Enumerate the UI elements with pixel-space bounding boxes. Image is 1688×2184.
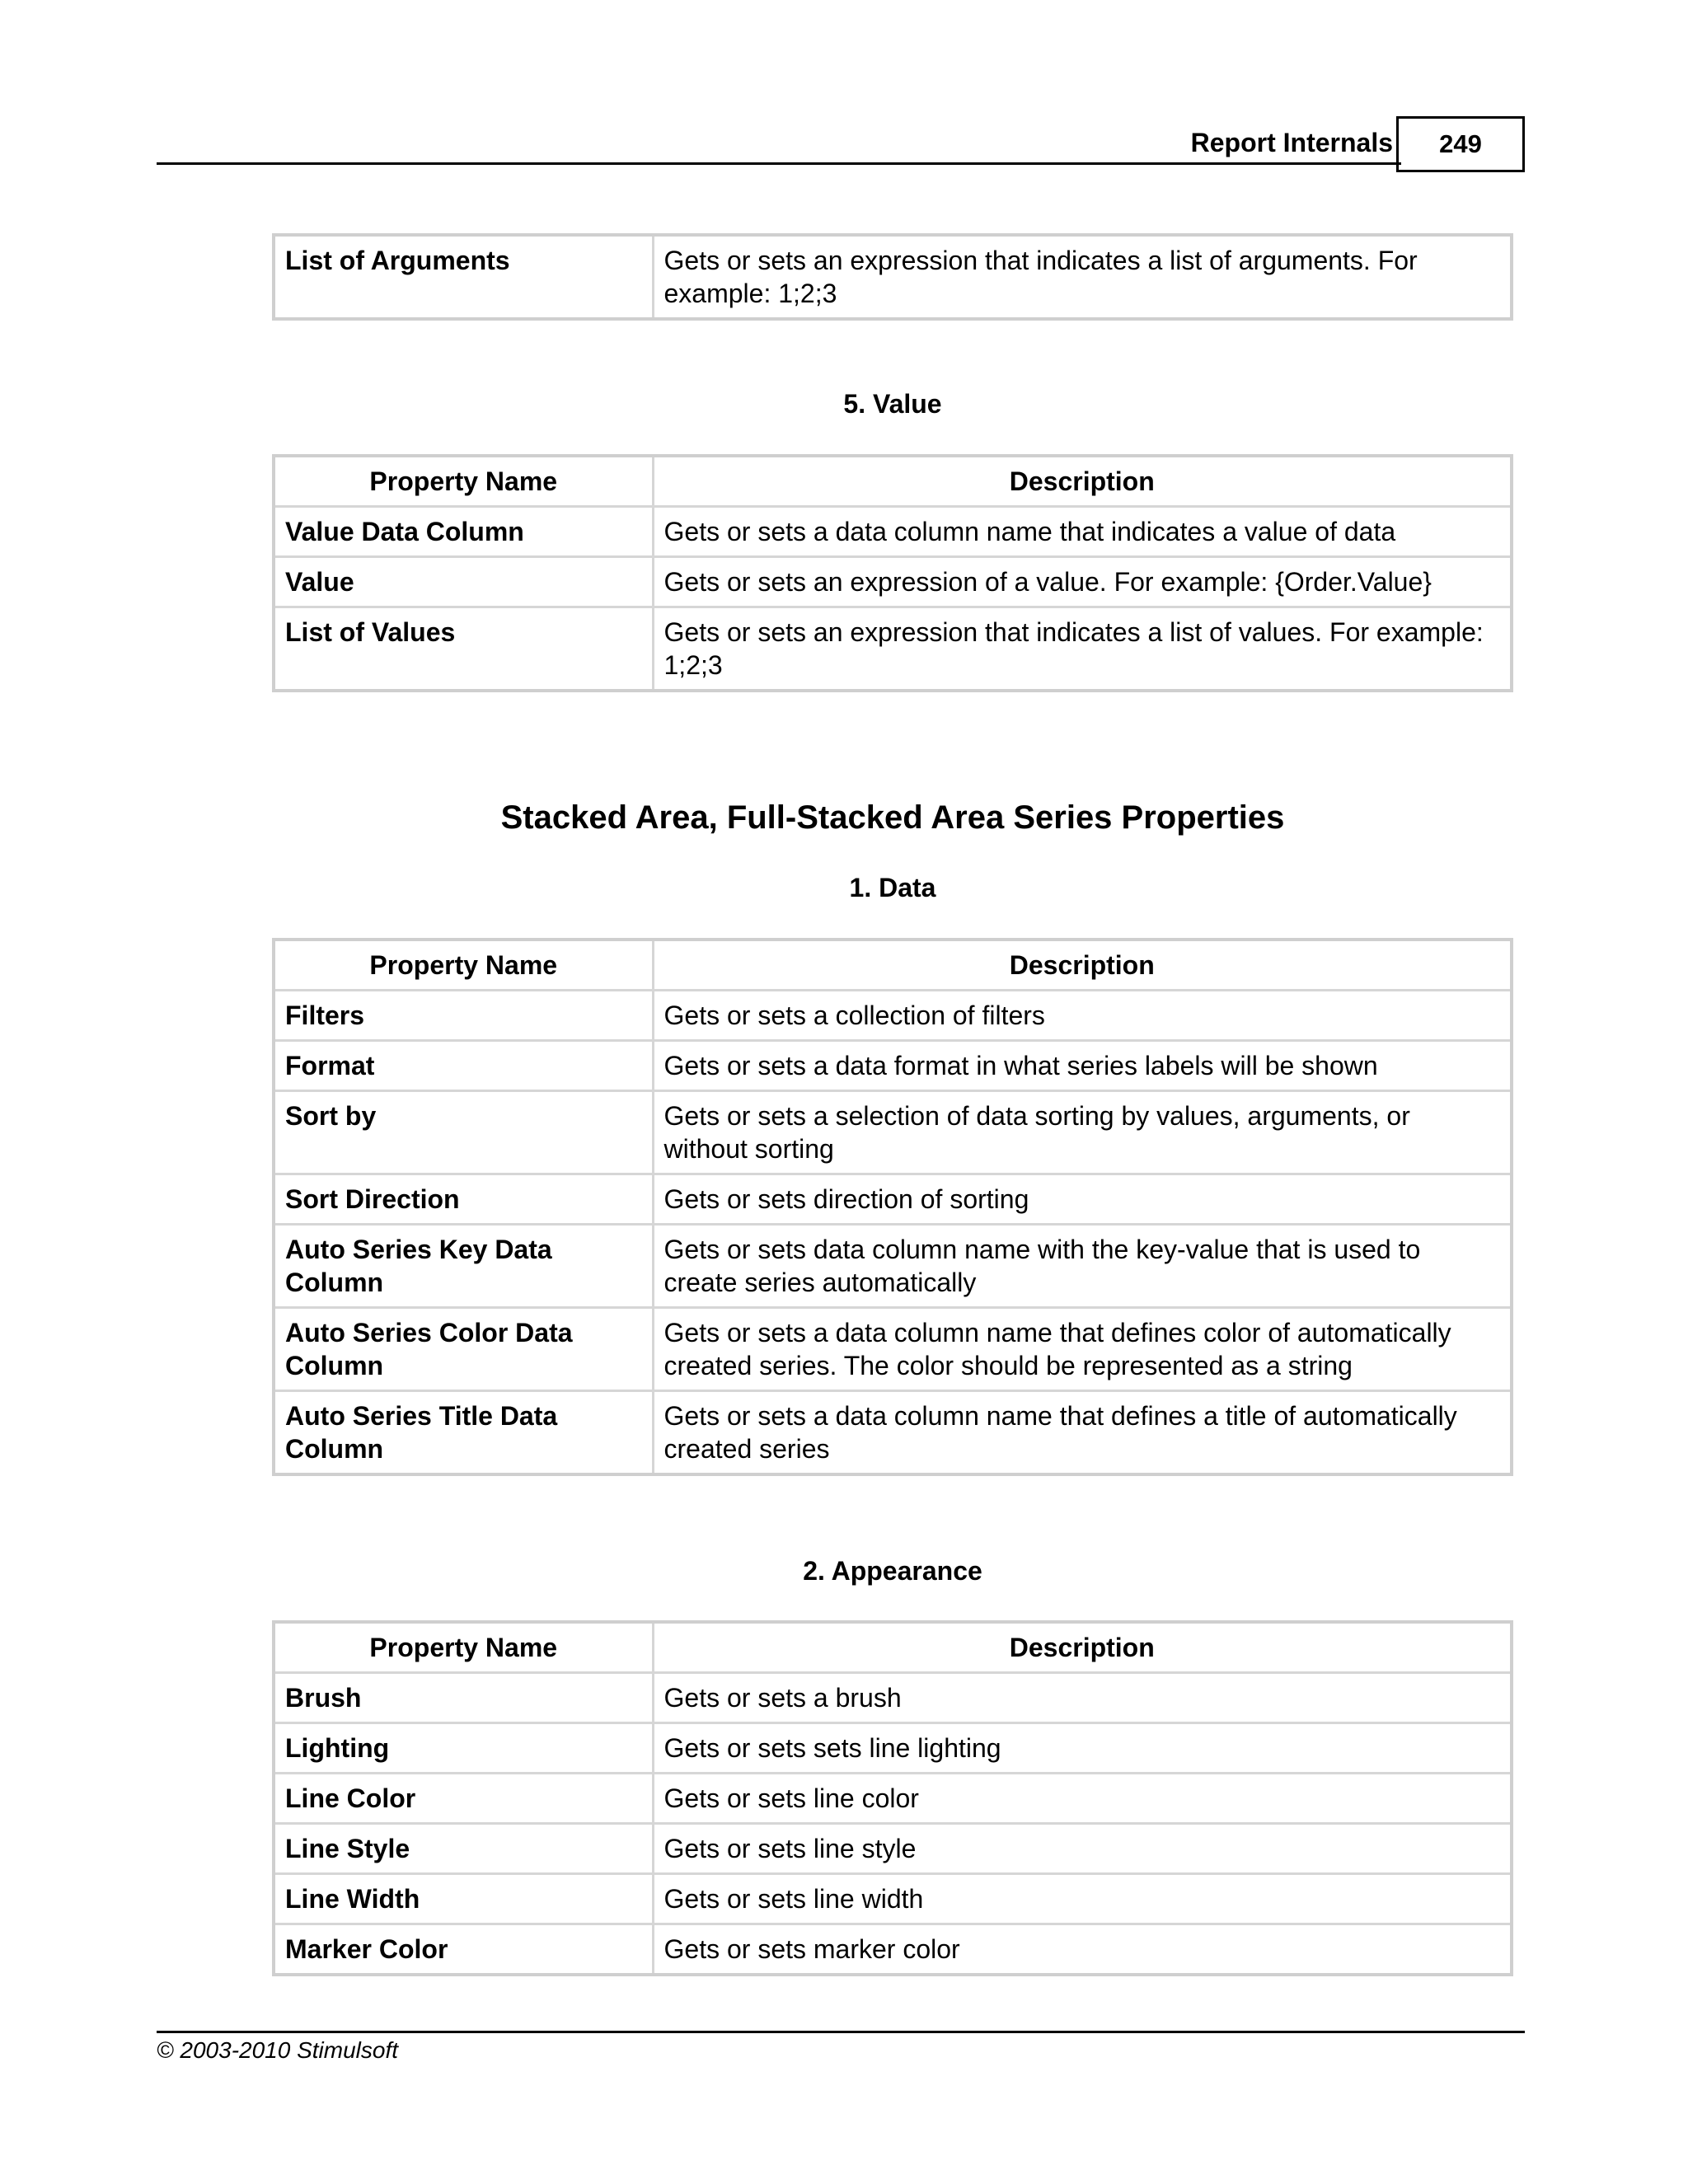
table-row <box>274 1391 1512 1475</box>
property-name: List of Values <box>274 607 653 691</box>
table-row <box>274 991 1512 1041</box>
property-description: Gets or sets an expression that indicates a list of arguments. For example: 1;2;3 <box>653 235 1512 319</box>
table-row <box>274 1225 1512 1308</box>
table-row <box>274 1174 1512 1225</box>
table-row <box>274 1091 1512 1174</box>
table-row <box>274 557 1512 607</box>
column-header-name: Property Name <box>274 1622 653 1673</box>
property-name: Filters <box>274 991 653 1041</box>
column-header-name: Property Name <box>274 456 653 507</box>
property-name: Line Style <box>274 1824 653 1874</box>
section-heading-appearance: 2. Appearance <box>803 1556 982 1586</box>
table-row <box>274 507 1512 557</box>
value-table <box>272 454 1513 692</box>
property-name: Auto Series Color Data Column <box>274 1308 653 1391</box>
footer-rule <box>157 2031 1525 2033</box>
property-description: Gets or sets line color <box>653 1774 1512 1824</box>
section-heading-value: 5. Value <box>843 389 942 419</box>
table-row <box>274 1723 1512 1774</box>
column-header-description: Description <box>653 940 1512 991</box>
property-description: Gets or sets a data column name that indicates a value of data <box>653 507 1512 557</box>
property-description: Gets or sets a collection of filters <box>653 991 1512 1041</box>
property-description: Gets or sets a brush <box>653 1673 1512 1723</box>
property-description: Gets or sets a data column name that defines color of automatically created series. The color should be represented as a string <box>653 1308 1512 1391</box>
property-description: Gets or sets a selection of data sorting by values, arguments, or without sorting <box>653 1091 1512 1174</box>
property-description: Gets or sets a data column name that defines a title of automatically created series <box>653 1391 1512 1475</box>
table-row <box>274 1041 1512 1091</box>
property-name: List of Arguments <box>274 235 653 319</box>
footer-copyright: © 2003-2010 Stimulsoft <box>157 2037 399 2063</box>
property-description: Gets or sets an expression that indicates a list of values. For example: 1;2;3 <box>653 607 1512 691</box>
property-name: Auto Series Title Data Column <box>274 1391 653 1475</box>
data-table <box>272 938 1513 1476</box>
page-header <box>157 116 1525 176</box>
property-name: Sort by <box>274 1091 653 1174</box>
property-description: Gets or sets marker color <box>653 1924 1512 1975</box>
property-name: Auto Series Key Data Column <box>274 1225 653 1308</box>
arguments-table <box>272 233 1513 321</box>
table-row <box>274 1824 1512 1874</box>
property-description: Gets or sets data column name with the key-value that is used to create series automatically <box>653 1225 1512 1308</box>
property-description: Gets or sets a data format in what series labels will be shown <box>653 1041 1512 1091</box>
section-heading-data: 1. Data <box>849 873 936 902</box>
header-rule <box>157 162 1401 165</box>
property-name: Sort Direction <box>274 1174 653 1225</box>
property-description: Gets or sets an expression of a value. For example: {Order.Value} <box>653 557 1512 607</box>
property-description: Gets or sets line width <box>653 1874 1512 1924</box>
table-header-row <box>274 456 1512 507</box>
column-header-name: Property Name <box>274 940 653 991</box>
page-number: 249 <box>1396 116 1525 172</box>
property-description: Gets or sets direction of sorting <box>653 1174 1512 1225</box>
appearance-table <box>272 1620 1513 1976</box>
header-title: Report Internals <box>1190 128 1393 157</box>
table-row <box>274 235 1512 319</box>
property-description: Gets or sets sets line lighting <box>653 1723 1512 1774</box>
column-header-description: Description <box>653 1622 1512 1673</box>
table-row <box>274 1673 1512 1723</box>
table-row <box>274 607 1512 691</box>
property-name: Value Data Column <box>274 507 653 557</box>
table-row <box>274 1774 1512 1824</box>
property-name: Lighting <box>274 1723 653 1774</box>
property-name: Line Color <box>274 1774 653 1824</box>
property-name: Brush <box>274 1673 653 1723</box>
table-header-row <box>274 940 1512 991</box>
property-name: Format <box>274 1041 653 1091</box>
table-row <box>274 1924 1512 1975</box>
property-name: Line Width <box>274 1874 653 1924</box>
column-header-description: Description <box>653 456 1512 507</box>
table-row <box>274 1874 1512 1924</box>
table-row <box>274 1308 1512 1391</box>
property-name: Marker Color <box>274 1924 653 1975</box>
page-title: Stacked Area, Full-Stacked Area Series Properties <box>500 799 1285 836</box>
table-header-row <box>274 1622 1512 1673</box>
property-description: Gets or sets line style <box>653 1824 1512 1874</box>
property-name: Value <box>274 557 653 607</box>
